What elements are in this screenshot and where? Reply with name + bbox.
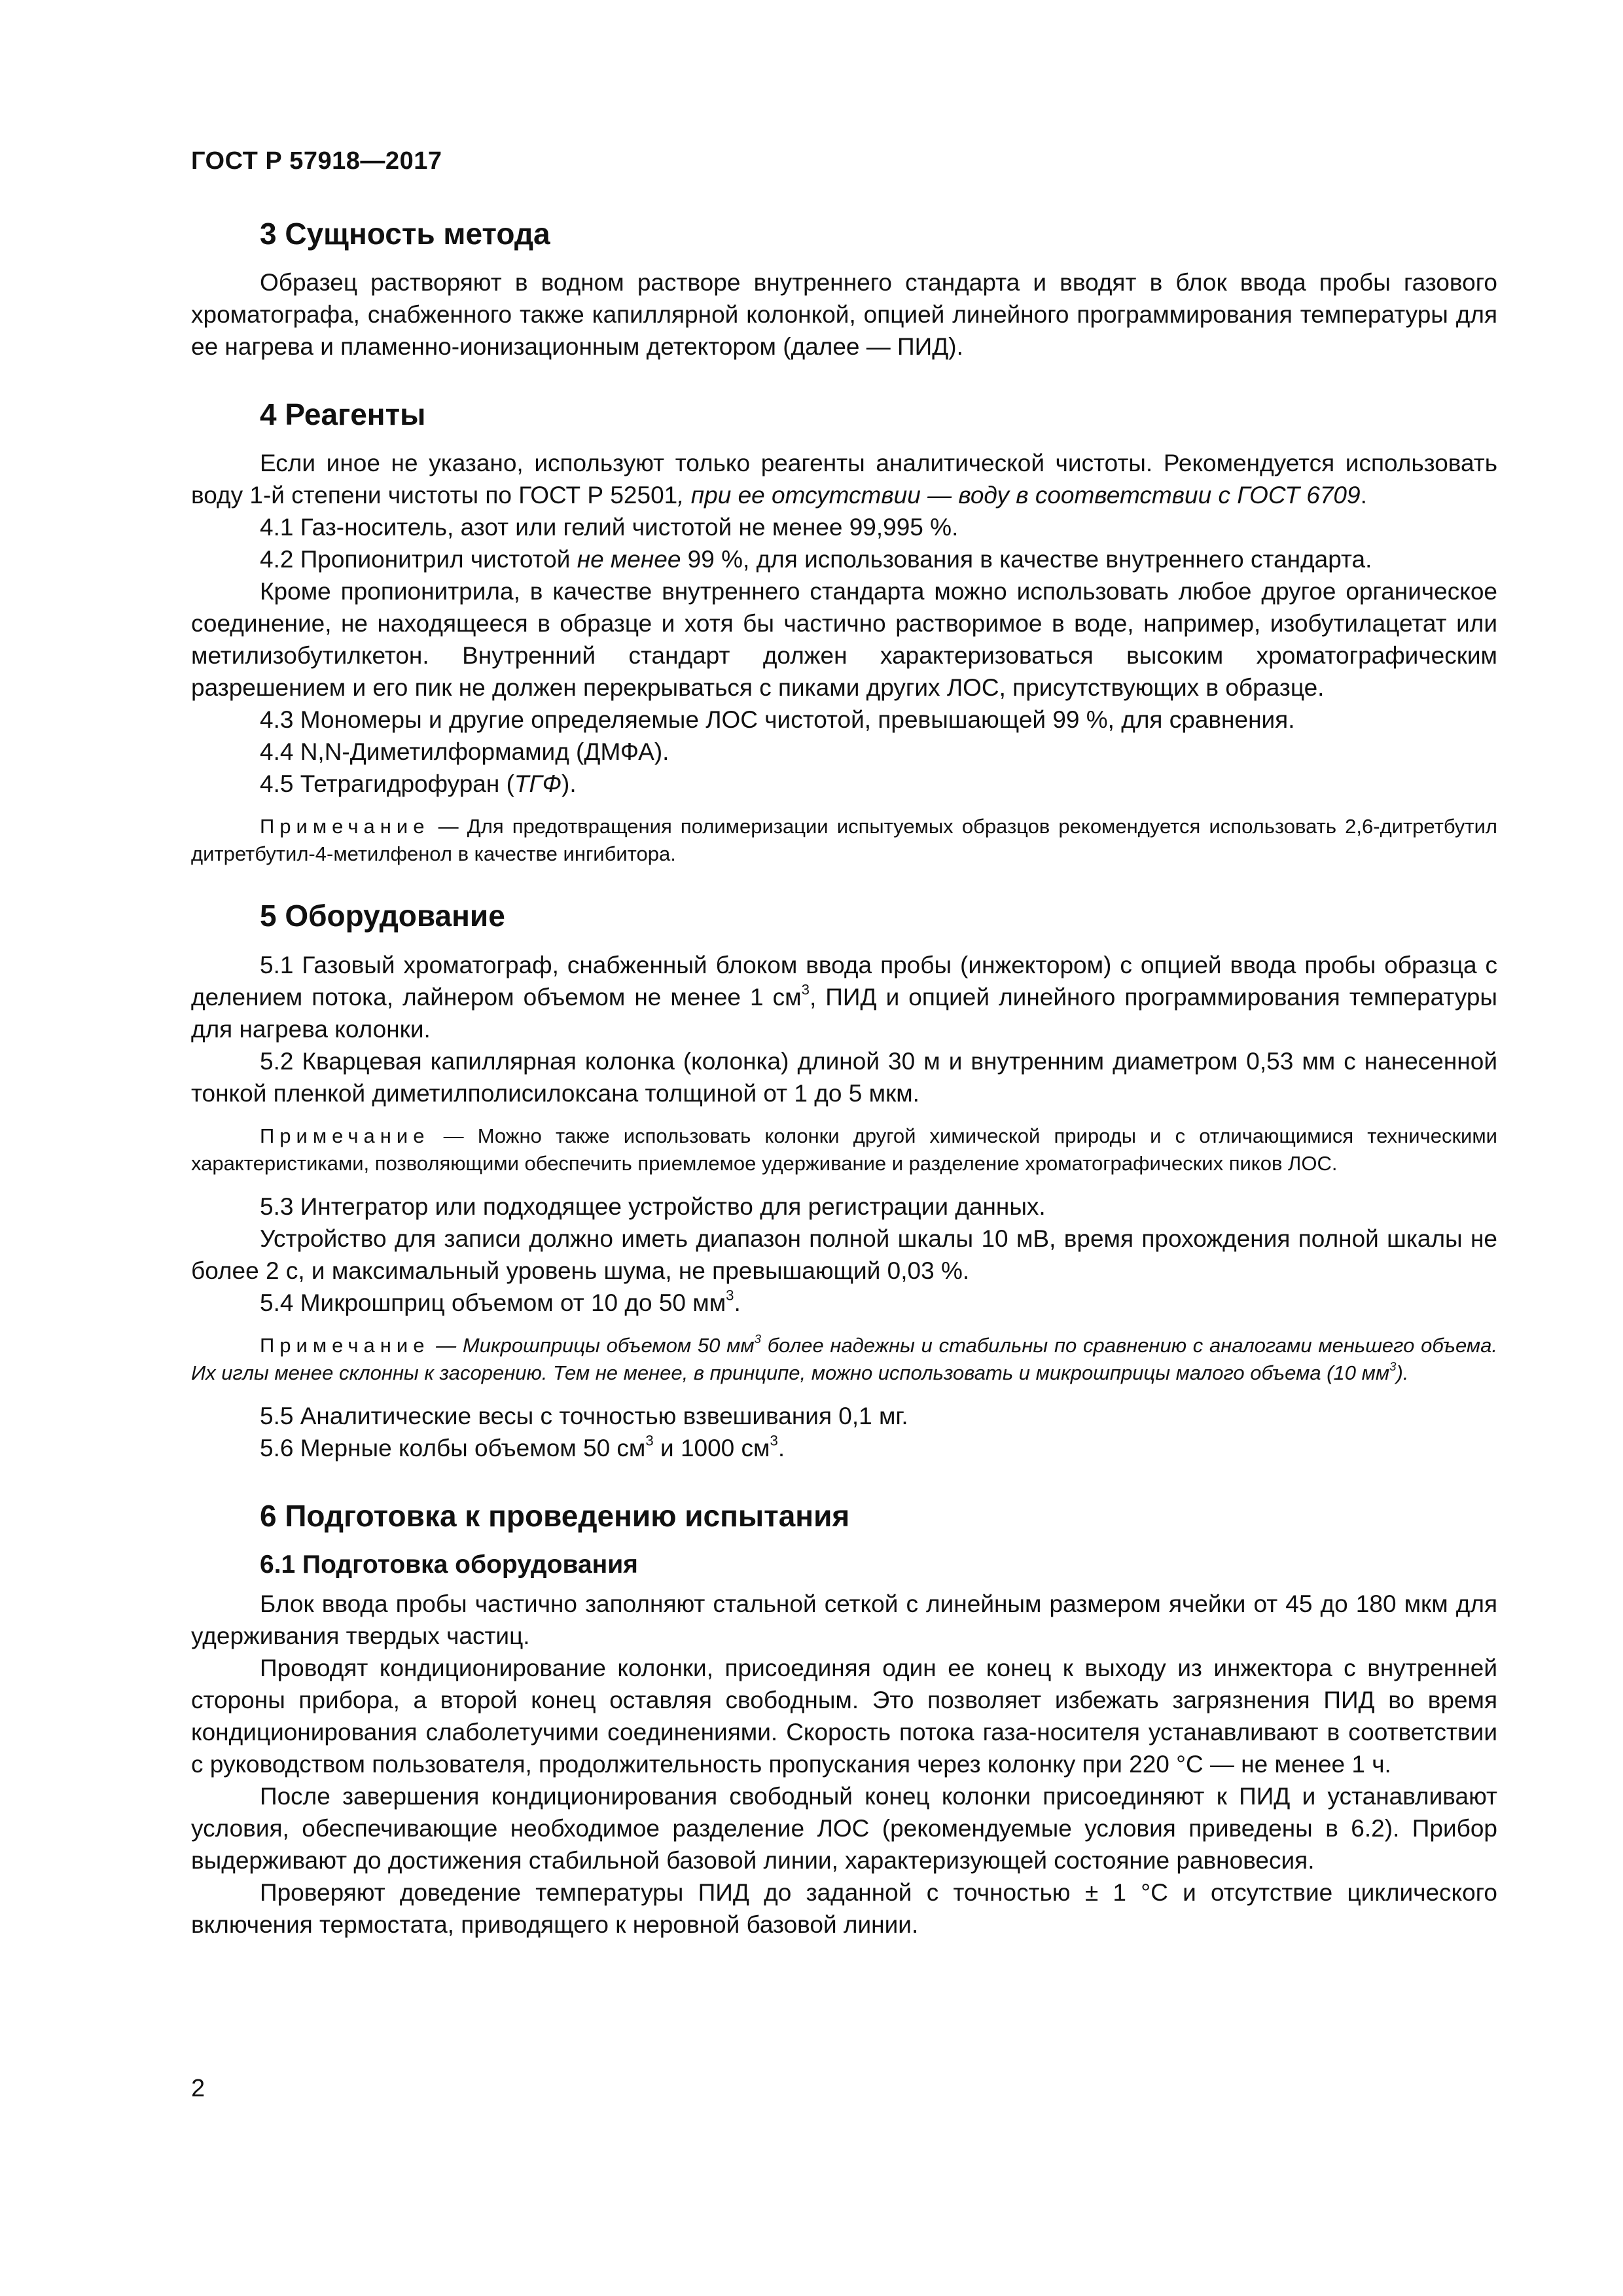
superscript: 3 — [1389, 1359, 1397, 1373]
clause-4-1: 4.1 Газ-носитель, азот или гелий чистотой не менее 99,995 %. — [260, 514, 959, 541]
superscript: 3 — [801, 980, 810, 997]
clause-5-3: 5.3 Интегратор или подходящее устройство для регистрации данных. — [260, 1193, 1046, 1220]
clause-5-6 — [191, 1432, 1497, 1464]
clause-4-5 — [191, 768, 1497, 800]
clause-5-1-text: 5.1 Газовый хроматограф, снабженный блоком ввода пробы (инжектором) с опцией ввода пробы образца с делением потока, лайнером объемом не менее 1 см — [191, 951, 1497, 1011]
section-4-intro: Если иное не указано, используют только реагенты аналитической чистоты. Рекомендуется использовать воду 1-й степени чистоты по ГОСТ Р 52501, при ее отсутствии — воду в соответствии с ГОСТ 6709. — [191, 450, 1497, 509]
note-text-c: ). — [1396, 1361, 1409, 1384]
clause-5-3-extra: Устройство для записи должно иметь диапазон полной шкалы 10 мВ, время прохождения полной шкалы не более 2 с, и максимальный уровень шума, не превышающий 0,03 %. — [191, 1225, 1497, 1284]
clause-5-4-text-end: . — [734, 1289, 741, 1316]
section-5-title: 5 Оборудование — [260, 899, 505, 933]
superscript: 3 — [754, 1331, 761, 1346]
page-content — [191, 216, 1497, 1941]
clause-4-2-extra: Кроме пропионитрила, в качестве внутреннего стандарта можно использовать любое другое органическое соединение, не находящееся в образце и хотя бы частично растворимое в воде, например, изобутилацетат или метилизобутилкетон. Внутренний стандарт должен характеризоваться высоким хроматографическим разрешением и его пик не должен перекрываться с пиками других ЛОС, присутствующих в образце. — [191, 578, 1497, 702]
clause-5-4 — [191, 1287, 1497, 1319]
note-label: Примечание — [260, 1333, 430, 1357]
clause-5-4-text: 5.4 Микрошприц объемом от 10 до 50 мм — [260, 1289, 726, 1316]
note-text: — Можно также использовать колонки другой химической природы и с отличающимися техническими характеристиками, позволяющими обеспечить приемлемое удерживание и разделение хроматографических пиков ЛОС. — [191, 1124, 1497, 1175]
section-6-paragraph-4: Проверяют доведение температуры ПИД до заданной с точностью ± 1 °С и отсутствие циклического включения термостата, приводящего к неровной базовой линии. — [191, 1879, 1497, 1939]
page-number: 2 — [191, 2075, 205, 2102]
intro-italic-text: , при ее отсутствии — воду в соответствии с ГОСТ 6709 — [677, 482, 1361, 509]
superscript: 3 — [770, 1431, 778, 1448]
clause-4-2-text-end: 99 %, для использования в качестве внутреннего стандарта. — [681, 546, 1372, 573]
clause-4-2-italic: не менее — [577, 546, 681, 573]
clause-5-6-text-b: и 1000 см — [653, 1434, 770, 1462]
section-4-title: 4 Реагенты — [260, 397, 426, 432]
clause-5-1 — [191, 949, 1497, 1045]
clause-4-5-text-end: ). — [562, 770, 577, 798]
section-6-paragraph-2: Проводят кондиционирование колонки, присоединяя один ее конец к выходу из инжектора с внутренней стороны прибора, а второй конец оставляя свободным. Это позволяет избежать загрязнения ПИД во время кондиционирования слаболетучими соединениями. Скорость потока газа-носителя устанавливают в соответствии с руководством пользователя, продолжительность пропускания через колонку при 220 °С — не менее 1 ч. — [191, 1655, 1497, 1778]
clause-4-3: 4.3 Мономеры и другие определяемые ЛОС чистотой, превышающей 99 %, для сравнения. — [260, 706, 1295, 734]
clause-5-1-text-end: , ПИД и опцией линейного программирования температуры для нагрева колонки. — [191, 983, 1497, 1043]
clause-5-5: 5.5 Аналитические весы с точностью взвешивания 0,1 мг. — [260, 1402, 908, 1429]
document-code-header: ГОСТ Р 57918—2017 — [191, 147, 442, 175]
note-label: Примечание — [260, 815, 430, 838]
clause-4-5-italic: ТГФ — [514, 770, 562, 798]
superscript: 3 — [645, 1431, 654, 1448]
intro-text: Если иное не указано, используют только реагенты аналитической чистоты. Рекомендуется использовать воду 1-й степени чистоты по ГОСТ Р 52501 — [191, 450, 1497, 509]
section-3-paragraph: Образец растворяют в водном растворе внутреннего стандарта и вводят в блок ввода пробы газового хроматографа, снабженного также капиллярной колонкой, опцией линейного программирования температуры для ее нагрева и пламенно-ионизационным детектором (далее — ПИД). — [191, 269, 1497, 361]
section-6-paragraph-1: Блок ввода пробы частично заполняют стальной сеткой с линейным размером ячейки от 45 до 180 мкм для удерживания твердых частиц. — [191, 1590, 1497, 1650]
note-label: Примечание — [260, 1124, 430, 1147]
section-3-title: 3 Сущность метода — [260, 217, 550, 251]
section-5-note-2 — [191, 1332, 1497, 1387]
clause-4-2-text: 4.2 Пропионитрил чистотой — [260, 546, 577, 573]
section-6-paragraph-3: После завершения кондиционирования свободный конец колонки присоединяют к ПИД и устанавливают условия, обеспечивающие необходимое разделение ЛОС (рекомендуемые условия приведены в 6.2). Прибор выдерживают до достижения стабильной базовой линии, характеризующей состояние равновесия. — [191, 1783, 1497, 1874]
subsection-6-1-title: 6.1 Подготовка оборудования — [260, 1550, 638, 1579]
clause-4-5-text: 4.5 Тетрагидрофуран ( — [260, 770, 514, 798]
clause-5-6-text-c: . — [777, 1434, 785, 1462]
section-4-note — [191, 813, 1497, 868]
clause-4-4: 4.4 N,N-Диметилформамид (ДМФА). — [260, 738, 669, 766]
note-text-b: более надежны и стабильны по сравнению с аналогами меньшего объема. Их иглы менее склонны к засорению. Тем не менее, в принципе, можно использовать и микрошприцы малого объема (10 мм — [191, 1333, 1497, 1384]
clause-5-2: 5.2 Кварцевая капиллярная колонка (колонка) длиной 30 м и внутренним диаметром 0,53 мм с нанесенной тонкой пленкой диметилполисилоксана толщиной от 1 до 5 мкм. — [191, 1047, 1497, 1107]
clause-5-6-text-a: 5.6 Мерные колбы объемом 50 см — [260, 1434, 646, 1462]
clause-4-2 — [191, 543, 1497, 575]
note-text-a: — Микрошприцы объемом 50 мм — [429, 1333, 755, 1357]
section-5-note-1 — [191, 1122, 1497, 1177]
note-text: — Для предотвращения полимеризации испытуемых образцов рекомендуется использовать 2,6-дитретбутил дитретбутил-4-метилфенол в качестве ингибитора. — [191, 815, 1497, 866]
section-6-title: 6 Подготовка к проведению испытания — [260, 1498, 850, 1533]
superscript: 3 — [726, 1286, 734, 1303]
